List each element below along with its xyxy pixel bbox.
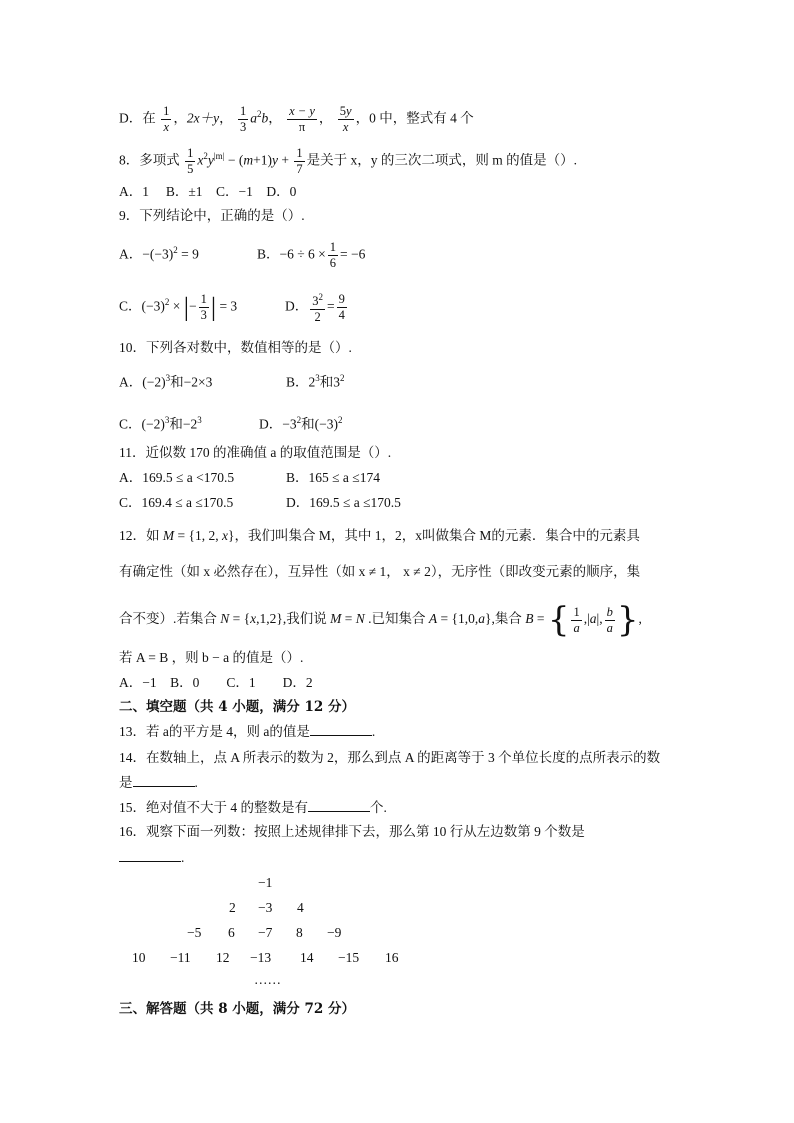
triangle-cell: −15 bbox=[338, 950, 360, 965]
q10-options-ab: A．$(-2)^3$和−2×3 B．$2^3$和$3^2$ bbox=[119, 373, 345, 390]
triangle-cell: 4 bbox=[297, 900, 304, 915]
question-8: 8．多项式 $\frac{1}{5}$ $x^2y^{|m|} - (m+1)y$ + $\frac{1}{7}$ 是关于 x，y 的三次二项式，则 m 的值是（）. bbox=[119, 146, 577, 176]
question-12-line4: 若 A = B ，则 b − a 的值是（）. bbox=[119, 650, 304, 665]
question-12-line3: 合不变）.若集合 N = {x,1,2},我们说 M = N .已知集合 A = {1,0,a},集合 B = { $\frac{1}{a}$ ,|a|, $\frac{b}{a}$ }, bbox=[119, 600, 642, 640]
triangle-ellipsis: …… bbox=[254, 972, 281, 987]
text: ， bbox=[268, 110, 282, 126]
text: 和 bbox=[319, 374, 334, 390]
text: D．在 bbox=[119, 110, 156, 126]
text: .已知集合 bbox=[368, 611, 426, 627]
fraction-x-minus-y-over-pi: $\frac{x - y}{\pi}$ bbox=[289, 104, 315, 134]
triangle-cell: −3 bbox=[258, 900, 273, 915]
triangle-cell: −5 bbox=[187, 925, 202, 940]
option-label: B． bbox=[286, 374, 309, 390]
q10-options-cd: C．$(-2)^3$和$-2^3$ D．$-3^2$和$(-3)^2$ bbox=[119, 415, 343, 432]
question-9-stem: 9．下列结论中，正确的是（）. bbox=[119, 208, 305, 223]
question-16-line2 bbox=[119, 848, 184, 868]
option-label: A． bbox=[119, 374, 143, 390]
answer-blank[interactable] bbox=[133, 773, 195, 787]
text: 是 bbox=[119, 775, 133, 790]
question-15 bbox=[119, 798, 387, 818]
text: ， bbox=[173, 110, 187, 126]
question-11-stem: 11．近似数 170 的准确值 a 的取值范围是（）. bbox=[119, 445, 392, 460]
text: 合不变）.若集合 bbox=[119, 611, 217, 627]
triangle-cell: 10 bbox=[132, 950, 146, 965]
section-2-heading: 二、填空题（共 4 小题，满分 12 分） bbox=[119, 699, 355, 715]
answer-blank[interactable] bbox=[119, 848, 181, 862]
option-c: C．169.4 ≤ a ≤170.5 bbox=[119, 495, 234, 510]
answer-blank[interactable] bbox=[308, 798, 370, 812]
text: 13．若 a的平方是 4，则 a的值是 bbox=[119, 724, 310, 739]
question-13 bbox=[119, 722, 375, 742]
question-10-stem: 10．下列各对数中，数值相等的是（）. bbox=[119, 340, 352, 355]
triangle-cell: −9 bbox=[327, 925, 342, 940]
triangle-cell: −7 bbox=[258, 925, 273, 940]
fraction-5y-over-x: $\frac{5y}{x}$ bbox=[339, 104, 352, 134]
question-14-line2 bbox=[119, 773, 198, 793]
triangle-cell: 8 bbox=[296, 925, 303, 940]
option-b: B．165 ≤ a ≤174 bbox=[286, 470, 380, 485]
fraction-1-over-5: $\frac{1}{5}$ bbox=[187, 146, 194, 176]
text: 和 bbox=[170, 374, 184, 390]
q9-options-ab: A．$-(-3)^2 = 9$ B．−6 ÷ 6 × $\frac{1}{6}$ = −6 bbox=[119, 240, 366, 270]
text: ,集合 bbox=[491, 611, 522, 627]
triangle-cell: 6 bbox=[228, 925, 235, 940]
triangle-cell: 16 bbox=[385, 950, 399, 965]
text: . bbox=[181, 850, 185, 865]
q11-options-ab bbox=[119, 468, 380, 488]
text: 和 bbox=[169, 416, 183, 432]
triangle-cell: 12 bbox=[216, 950, 230, 965]
text: . bbox=[371, 724, 376, 739]
text: ，0 中，整式有 4 个 bbox=[355, 110, 474, 126]
text: ， bbox=[219, 110, 233, 126]
question-12-line2: 有确定性（如 x 必然存在），互异性（如 x ≠ 1， x ≠ 2），无序性（即改变元素的顺序，集 bbox=[119, 564, 641, 579]
text: ，我们叫集合 M，其中 1，2，x叫做集合 M的元素．集合中的元素具 bbox=[234, 528, 640, 543]
q9-options-cd: C．$(-3)^2$ × |− $\frac{1}{3}$ | = 3 D． $\frac{3^2}{2}$ = $\frac{9}{4}$ bbox=[119, 292, 345, 325]
triangle-cell: −13 bbox=[250, 950, 272, 965]
triangle-cell: 14 bbox=[300, 950, 314, 965]
triangle-cell: 2 bbox=[229, 900, 236, 915]
option-d: D．169.5 ≤ a ≤170.5 bbox=[286, 495, 401, 510]
text: 和 bbox=[301, 416, 315, 432]
fraction-1-over-7: $\frac{1}{7}$ bbox=[296, 146, 303, 176]
answer-blank[interactable] bbox=[310, 722, 372, 736]
text: 2x＋y bbox=[186, 110, 220, 126]
text: 15．绝对值不大于 4 的整数是有 bbox=[119, 800, 308, 815]
option-label: B． bbox=[257, 246, 280, 262]
question-12-line1: 12．如 M = {1, 2, x}，我们叫集合 M，其中 1，2，x叫做集合 M的元素．集合中的元素具 bbox=[119, 528, 640, 543]
option-label: D． bbox=[259, 416, 283, 432]
fraction-1-over-3: $\frac{1}{3}$ bbox=[239, 104, 247, 134]
text: 8．多项式 bbox=[119, 152, 180, 168]
text: ,我们说 bbox=[282, 611, 327, 627]
option-label: C． bbox=[119, 298, 142, 314]
option-label: C． bbox=[119, 416, 142, 432]
question-16-line1: 16．观察下面一列数：按照上述规律排下去，那么第 10 行从左边数第 9 个数是 bbox=[119, 824, 585, 839]
option-label: D． bbox=[285, 298, 309, 314]
q8-options: A．1 B．±1 C．−1 D．0 bbox=[119, 184, 297, 199]
q7-option-d: D．在 $\frac{1}{x}$ ，2x＋y， $\frac{1}{3}$ $a^2b$， $\frac{x - y}{\pi}$ ， $\frac{5y}{x}$ ，0 中，整式有 4 个 bbox=[119, 104, 474, 134]
fraction-1-over-x: $\frac{1}{x}$ bbox=[163, 104, 170, 134]
q11-options-cd bbox=[119, 493, 401, 513]
triangle-cell: −1 bbox=[258, 875, 273, 890]
section-3-heading: 三、解答题（共 8 小题，满分 72 分） bbox=[119, 1001, 355, 1017]
option-a: A．169.5 ≤ a <170.5 bbox=[119, 470, 235, 485]
option-label: A． bbox=[119, 246, 143, 262]
text: ， bbox=[318, 110, 333, 126]
triangle-cell: −11 bbox=[170, 950, 191, 965]
question-14-line1: 14．在数轴上，点 A 所表示的数为 2，那么到点 A 的距离等于 3 个单位长度的点所表示的数 bbox=[119, 750, 661, 765]
text: 12．如 bbox=[119, 528, 160, 543]
text: 是关于 x，y 的三次二项式，则 m 的值是（）. bbox=[306, 152, 577, 168]
q12-options: A．−1 B．0 C．1 D．2 bbox=[119, 675, 313, 690]
text: . bbox=[194, 775, 198, 790]
text: 个. bbox=[370, 800, 387, 815]
